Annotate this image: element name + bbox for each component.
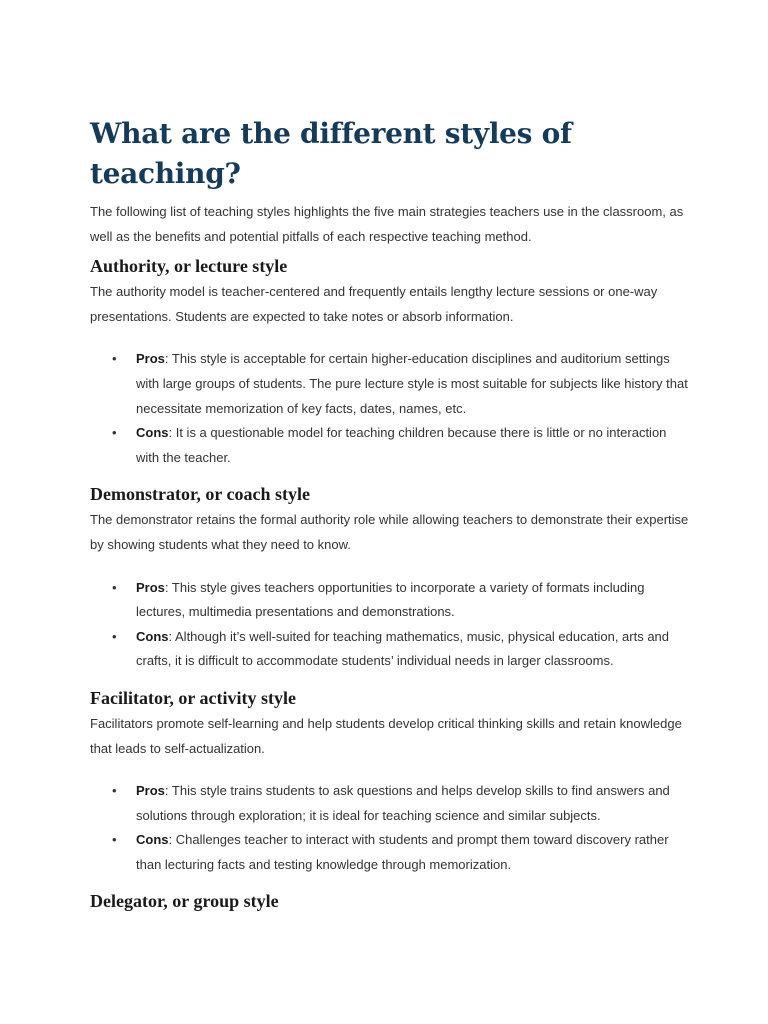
cons-text: : Although it’s well-suited for teaching mathematics, music, physical education, arts and crafts, it is difficult to accommodate students’ individual needs in larger classrooms. [136,628,670,669]
pros-item [90,779,690,828]
bullet-icon: • [112,425,117,441]
section-heading-facilitator: Facilitator, or activity style [90,687,296,708]
cons-text: : Challenges teacher to interact with students and prompt them toward discovery rather than lecturing facts and testing knowledge through memorization. [136,832,669,872]
pros-label: Pros [136,351,165,367]
section-description: The authority model is teacher-centered and frequently entails lengthy lecture sessions or one-way presentations. Students are expected to take notes or absorb information. [90,284,658,324]
section-heading-authority: Authority, or lecture style [90,256,288,277]
pros-item [90,576,690,625]
section-heading-delegator: Delegator, or group style [90,891,279,912]
bullet-icon: • [112,783,117,799]
pros-cons-list [90,576,690,674]
intro-paragraph: The following list of teaching styles highlights the five main strategies teachers use in the classroom, as well as the benefits and potential pitfalls of each respective teaching method. [90,204,684,244]
bullet-icon: • [112,628,117,644]
cons-text: : It is a questionable model for teaching children because there is little or no interaction with the teacher. [136,425,667,465]
pros-text: : This style gives teachers opportunities to incorporate a variety of formats including lectures, multimedia presentations and demonstrations. [136,579,645,620]
cons-item [90,421,690,470]
cons-item [90,828,690,877]
bullet-icon: • [112,351,117,367]
pros-text: : This style is acceptable for certain higher-education disciplines and auditorium settings with large groups of students. The pure lecture style is most suitable for subjects like history that necessitate memorization of key facts, dates, names, etc. [136,351,688,416]
bullet-icon: • [112,579,117,595]
cons-label: Cons [136,832,169,848]
bullet-icon: • [112,832,117,848]
page-title: What are the different styles of teaching? [90,117,572,190]
section-description: The demonstrator retains the formal authority role while allowing teachers to demonstrate their expertise by showing students what they need to know. [90,512,689,552]
pros-cons-list [90,347,690,470]
pros-label: Pros [136,579,165,595]
pros-text: : This style trains students to ask questions and helps develop skills to find answers and solutions through exploration; it is ideal for teaching science and similar subjects. [136,783,670,823]
cons-item [90,625,690,674]
pros-label: Pros [136,783,165,799]
section-heading-demonstrator: Demonstrator, or coach style [90,484,310,505]
pros-item [90,347,690,421]
cons-label: Cons [136,628,169,644]
section-description: Facilitators promote self-learning and help students develop critical thinking skills and retain knowledge that leads to self-actualization. [90,715,682,756]
document-page [90,114,690,915]
cons-label: Cons [136,425,169,441]
pros-cons-list [90,779,690,877]
